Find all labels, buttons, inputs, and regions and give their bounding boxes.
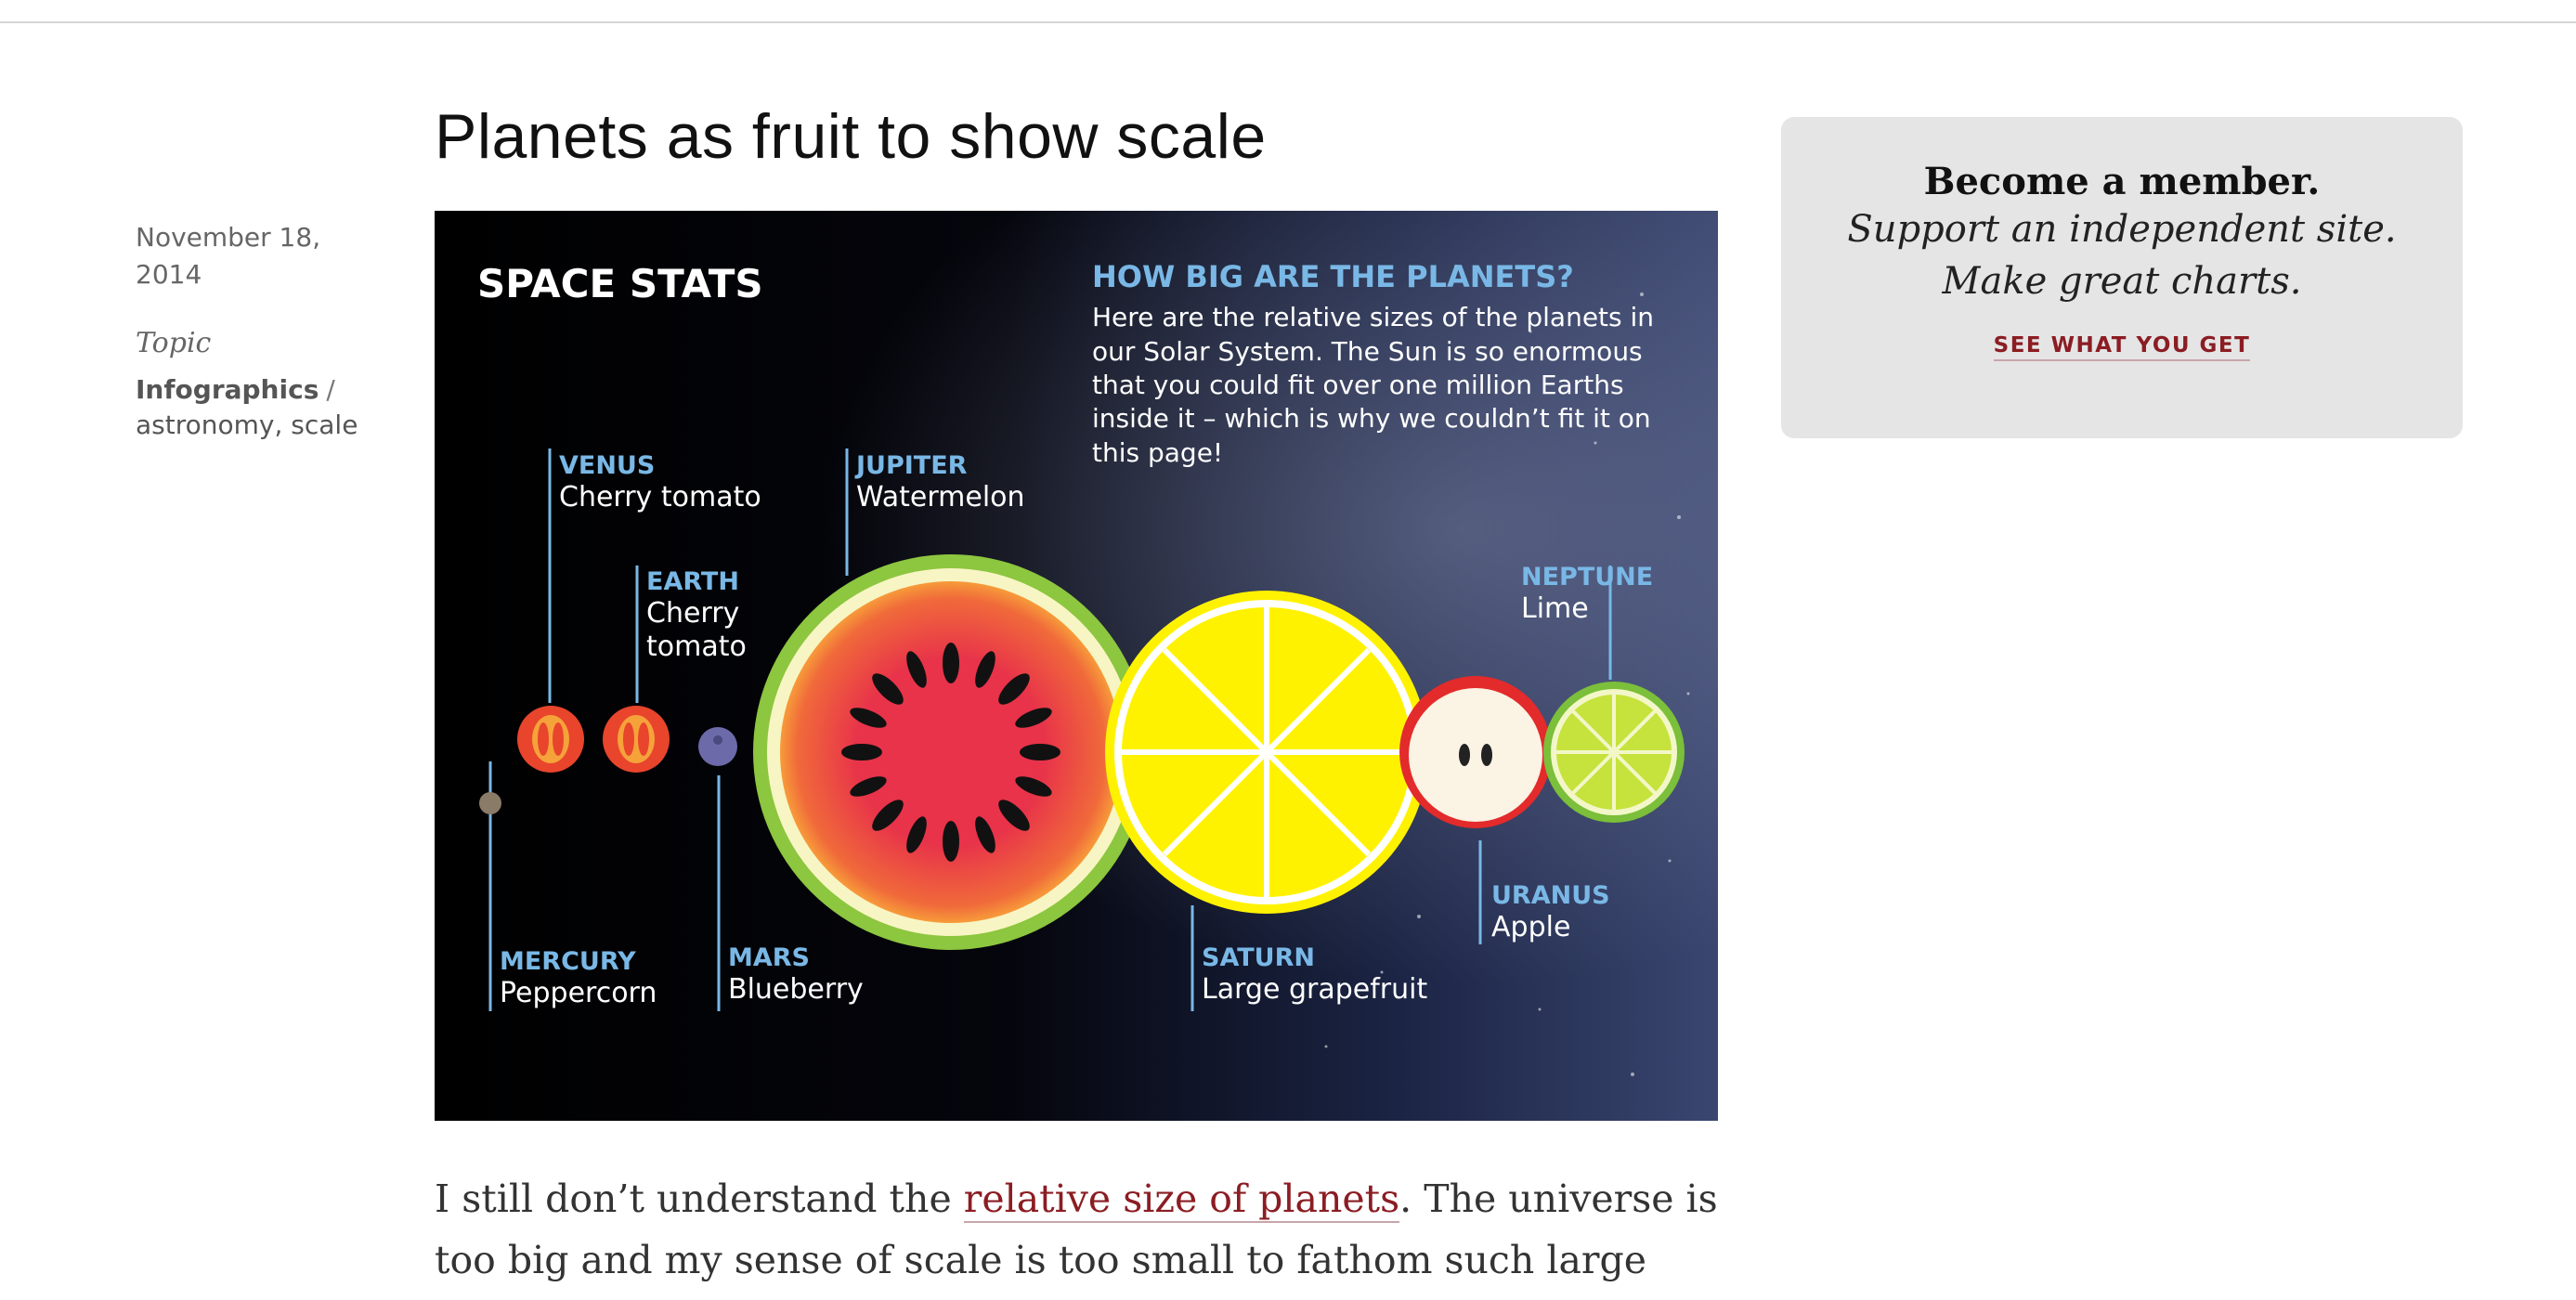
label-earth-name: EARTH — [646, 567, 739, 596]
paragraph-text: . The universe is too big and my sense of scale is too small to fathom such large — [435, 1176, 1718, 1282]
label-venus-name: VENUS — [559, 451, 656, 480]
label-uranus-name: URANUS — [1491, 881, 1610, 910]
top-divider — [0, 21, 2576, 23]
mercury-peppercorn — [479, 792, 501, 814]
uranus-apple — [1399, 676, 1552, 828]
label-saturn-name: SATURN — [1202, 943, 1315, 972]
infographic-image — [435, 211, 1718, 1121]
intro-line: our Solar System. The Sun is so enormous — [1092, 336, 1643, 367]
relative-size-link[interactable]: relative size of planets — [963, 1176, 1400, 1221]
label-venus-fruit: Cherry tomato — [559, 481, 761, 514]
label-mars-name: MARS — [728, 943, 811, 972]
venus-cherry-tomato — [517, 706, 584, 773]
topic-label: Topic — [136, 327, 212, 359]
member-line: Support an independent site. — [1847, 208, 2397, 251]
label-mars-fruit: Blueberry — [728, 973, 864, 1006]
tag-links[interactable]: astronomy, scale — [136, 410, 358, 440]
page-title: Planets as fruit to show scale — [435, 101, 1267, 172]
mars-blueberry — [698, 727, 737, 766]
earth-cherry-tomato — [603, 706, 670, 773]
topic-separator: / — [326, 374, 335, 405]
infographic-svg — [435, 211, 1718, 1121]
member-headline: Become a member. — [1923, 160, 2321, 203]
topic-links — [136, 372, 377, 443]
intro-line: that you could fit over one million Earths — [1092, 370, 1624, 400]
label-jupiter-name: JUPITER — [856, 451, 968, 480]
label-earth-fruit: tomato — [646, 630, 747, 663]
infographic-subheading: HOW BIG ARE THE PLANETS? — [1092, 259, 1574, 294]
post-date: November 18, 2014 — [136, 222, 321, 290]
intro-line: this page! — [1092, 437, 1224, 468]
label-earth-fruit: Cherry — [646, 597, 740, 630]
label-mercury-fruit: Peppercorn — [500, 977, 657, 1009]
post-meta — [136, 219, 377, 443]
see-what-you-get-link[interactable]: SEE WHAT YOU GET — [1994, 333, 2251, 361]
neptune-lime — [1543, 682, 1685, 823]
label-mercury-name: MERCURY — [500, 947, 636, 976]
label-saturn-fruit: Large grapefruit — [1202, 973, 1428, 1006]
infographic-heading: SPACE STATS — [477, 261, 763, 306]
member-line: Make great charts. — [1942, 260, 2302, 303]
membership-box — [1781, 117, 2463, 438]
label-jupiter-fruit: Watermelon — [856, 481, 1025, 514]
saturn-grapefruit — [1105, 591, 1428, 914]
label-neptune-fruit: Lime — [1521, 592, 1589, 625]
intro-line: inside it – which is why we couldn’t fit it on — [1092, 403, 1651, 434]
label-neptune-name: NEPTUNE — [1521, 563, 1654, 592]
jupiter-watermelon — [753, 554, 1149, 950]
intro-line: Here are the relative sizes of the planets in — [1092, 302, 1655, 332]
article-paragraph — [435, 1168, 1735, 1291]
label-uranus-fruit: Apple — [1491, 911, 1571, 943]
topic-link-infographics[interactable]: Infographics — [136, 374, 319, 405]
paragraph-text: I still don’t understand the — [435, 1176, 964, 1221]
